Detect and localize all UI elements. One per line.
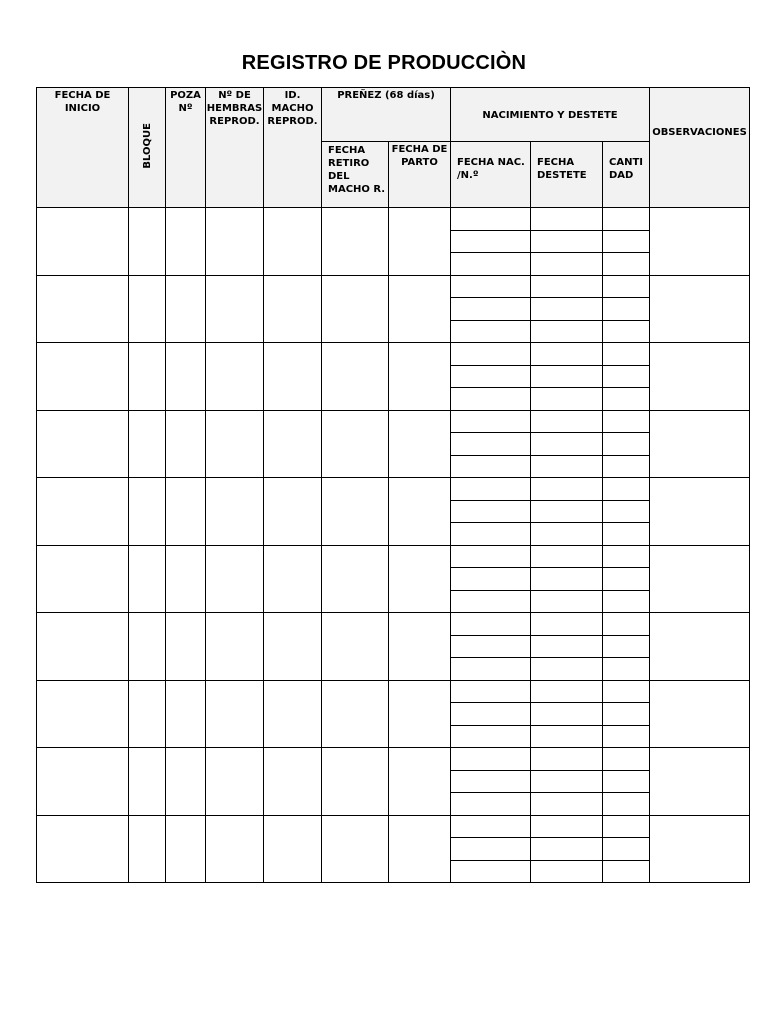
cell-id-macho[interactable] bbox=[264, 275, 322, 343]
cell-fecha-nac[interactable] bbox=[451, 478, 531, 501]
cell-fecha-destete[interactable] bbox=[531, 568, 603, 591]
cell-fecha-nac[interactable] bbox=[451, 635, 531, 658]
cell-poza[interactable] bbox=[166, 478, 206, 546]
cell-cantidad[interactable] bbox=[603, 725, 650, 748]
cell-fecha-destete[interactable] bbox=[531, 455, 603, 478]
cell-cantidad[interactable] bbox=[603, 478, 650, 501]
cell-bloque[interactable] bbox=[129, 613, 166, 681]
cell-fecha-retiro[interactable] bbox=[322, 208, 389, 276]
cell-poza[interactable] bbox=[166, 410, 206, 478]
cell-id-macho[interactable] bbox=[264, 748, 322, 816]
cell-cantidad[interactable] bbox=[603, 613, 650, 636]
cell-num-hembras[interactable] bbox=[206, 545, 264, 613]
cell-cantidad[interactable] bbox=[603, 230, 650, 253]
cell-cantidad[interactable] bbox=[603, 253, 650, 276]
cell-cantidad[interactable] bbox=[603, 545, 650, 568]
cell-fecha-nac[interactable] bbox=[451, 658, 531, 681]
cell-fecha-nac[interactable] bbox=[451, 410, 531, 433]
table-row bbox=[37, 680, 750, 703]
cell-bloque[interactable] bbox=[129, 478, 166, 546]
cell-fecha-nac[interactable] bbox=[451, 275, 531, 298]
cell-bloque[interactable] bbox=[129, 410, 166, 478]
cell-fecha-inicio[interactable] bbox=[37, 410, 129, 478]
cell-fecha-nac[interactable] bbox=[451, 680, 531, 703]
cell-fecha-destete[interactable] bbox=[531, 658, 603, 681]
cell-id-macho[interactable] bbox=[264, 680, 322, 748]
cell-fecha-destete[interactable] bbox=[531, 275, 603, 298]
cell-bloque[interactable] bbox=[129, 680, 166, 748]
cell-cantidad[interactable] bbox=[603, 455, 650, 478]
cell-fecha-nac[interactable] bbox=[451, 365, 531, 388]
cell-cantidad[interactable] bbox=[603, 388, 650, 411]
cell-fecha-destete[interactable] bbox=[531, 860, 603, 883]
cell-fecha-nac[interactable] bbox=[451, 455, 531, 478]
cell-num-hembras[interactable] bbox=[206, 748, 264, 816]
cell-fecha-destete[interactable] bbox=[531, 388, 603, 411]
cell-fecha-parto[interactable] bbox=[389, 545, 451, 613]
cell-fecha-destete[interactable] bbox=[531, 433, 603, 456]
cell-fecha-destete[interactable] bbox=[531, 478, 603, 501]
cell-num-hembras[interactable] bbox=[206, 613, 264, 681]
register-body bbox=[37, 208, 750, 883]
cell-cantidad[interactable] bbox=[603, 860, 650, 883]
cell-poza[interactable] bbox=[166, 613, 206, 681]
cell-observaciones[interactable] bbox=[650, 748, 750, 816]
header-fecha-retiro: FECHA RETIRO DEL MACHO R. bbox=[322, 142, 389, 208]
header-fecha-nac: FECHA NAC. /N.º bbox=[451, 142, 531, 208]
cell-fecha-destete[interactable] bbox=[531, 725, 603, 748]
cell-fecha-nac[interactable] bbox=[451, 590, 531, 613]
header-cantidad: CANTI DAD bbox=[603, 142, 650, 208]
cell-cantidad[interactable] bbox=[603, 365, 650, 388]
cell-fecha-destete[interactable] bbox=[531, 320, 603, 343]
cell-fecha-nac[interactable] bbox=[451, 523, 531, 546]
header-poza: POZA Nº bbox=[166, 88, 206, 208]
cell-cantidad[interactable] bbox=[603, 320, 650, 343]
cell-fecha-inicio[interactable] bbox=[37, 545, 129, 613]
cell-cantidad[interactable] bbox=[603, 410, 650, 433]
cell-cantidad[interactable] bbox=[603, 275, 650, 298]
page-title: REGISTRO DE PRODUCCIÒN bbox=[241, 52, 527, 74]
cell-fecha-retiro[interactable] bbox=[322, 343, 389, 411]
cell-observaciones[interactable] bbox=[650, 545, 750, 613]
cell-fecha-nac[interactable] bbox=[451, 388, 531, 411]
table-row bbox=[37, 275, 750, 298]
cell-poza[interactable] bbox=[166, 545, 206, 613]
table-row bbox=[37, 545, 750, 568]
cell-observaciones[interactable] bbox=[650, 275, 750, 343]
header-fecha-destete: FECHA DESTETE bbox=[531, 142, 603, 208]
cell-observaciones[interactable] bbox=[650, 680, 750, 748]
cell-fecha-destete[interactable] bbox=[531, 793, 603, 816]
table-row bbox=[37, 613, 750, 636]
cell-fecha-destete[interactable] bbox=[531, 545, 603, 568]
cell-fecha-parto[interactable] bbox=[389, 410, 451, 478]
cell-fecha-nac[interactable] bbox=[451, 343, 531, 366]
cell-cantidad[interactable] bbox=[603, 590, 650, 613]
cell-fecha-destete[interactable] bbox=[531, 635, 603, 658]
cell-bloque[interactable] bbox=[129, 343, 166, 411]
cell-fecha-nac[interactable] bbox=[451, 770, 531, 793]
cell-poza[interactable] bbox=[166, 680, 206, 748]
table-row bbox=[37, 815, 750, 838]
cell-fecha-nac[interactable] bbox=[451, 208, 531, 231]
cell-num-hembras[interactable] bbox=[206, 478, 264, 546]
cell-cantidad[interactable] bbox=[603, 838, 650, 861]
cell-id-macho[interactable] bbox=[264, 545, 322, 613]
header-prenez: PREÑEZ (68 días) bbox=[322, 88, 451, 142]
cell-fecha-parto[interactable] bbox=[389, 748, 451, 816]
cell-cantidad[interactable] bbox=[603, 568, 650, 591]
cell-cantidad[interactable] bbox=[603, 500, 650, 523]
cell-id-macho[interactable] bbox=[264, 478, 322, 546]
cell-fecha-nac[interactable] bbox=[451, 230, 531, 253]
cell-fecha-inicio[interactable] bbox=[37, 613, 129, 681]
cell-cantidad[interactable] bbox=[603, 815, 650, 838]
cell-id-macho[interactable] bbox=[264, 410, 322, 478]
cell-fecha-nac[interactable] bbox=[451, 320, 531, 343]
cell-fecha-inicio[interactable] bbox=[37, 208, 129, 276]
cell-fecha-nac[interactable] bbox=[451, 793, 531, 816]
cell-fecha-parto[interactable] bbox=[389, 815, 451, 883]
header-fecha-parto: FECHA DE PARTO bbox=[389, 142, 451, 208]
cell-fecha-inicio[interactable] bbox=[37, 478, 129, 546]
cell-fecha-retiro[interactable] bbox=[322, 680, 389, 748]
cell-fecha-destete[interactable] bbox=[531, 680, 603, 703]
cell-fecha-destete[interactable] bbox=[531, 230, 603, 253]
cell-fecha-destete[interactable] bbox=[531, 703, 603, 726]
cell-fecha-retiro[interactable] bbox=[322, 275, 389, 343]
table-row bbox=[37, 478, 750, 501]
cell-num-hembras[interactable] bbox=[206, 410, 264, 478]
cell-cantidad[interactable] bbox=[603, 703, 650, 726]
cell-fecha-inicio[interactable] bbox=[37, 343, 129, 411]
cell-id-macho[interactable] bbox=[264, 815, 322, 883]
cell-fecha-parto[interactable] bbox=[389, 613, 451, 681]
cell-fecha-destete[interactable] bbox=[531, 410, 603, 433]
cell-fecha-destete[interactable] bbox=[531, 523, 603, 546]
cell-fecha-nac[interactable] bbox=[451, 860, 531, 883]
cell-poza[interactable] bbox=[166, 275, 206, 343]
cell-fecha-nac[interactable] bbox=[451, 298, 531, 321]
cell-poza[interactable] bbox=[166, 815, 206, 883]
cell-id-macho[interactable] bbox=[264, 613, 322, 681]
cell-cantidad[interactable] bbox=[603, 680, 650, 703]
cell-fecha-inicio[interactable] bbox=[37, 748, 129, 816]
cell-bloque[interactable] bbox=[129, 815, 166, 883]
header-bloque bbox=[129, 88, 166, 208]
cell-poza[interactable] bbox=[166, 208, 206, 276]
cell-fecha-destete[interactable] bbox=[531, 613, 603, 636]
cell-observaciones[interactable] bbox=[650, 343, 750, 411]
table-row bbox=[37, 343, 750, 366]
header-num-hembras: Nº DE HEMBRAS REPROD. bbox=[206, 88, 264, 208]
production-register-table bbox=[36, 87, 750, 883]
cell-num-hembras[interactable] bbox=[206, 680, 264, 748]
cell-observaciones[interactable] bbox=[650, 613, 750, 681]
cell-fecha-destete[interactable] bbox=[531, 343, 603, 366]
cell-cantidad[interactable] bbox=[603, 433, 650, 456]
cell-num-hembras[interactable] bbox=[206, 815, 264, 883]
cell-fecha-nac[interactable] bbox=[451, 253, 531, 276]
cell-observaciones[interactable] bbox=[650, 478, 750, 546]
header-id-macho: ID. MACHO REPROD. bbox=[264, 88, 322, 208]
cell-fecha-nac[interactable] bbox=[451, 815, 531, 838]
cell-id-macho[interactable] bbox=[264, 208, 322, 276]
cell-fecha-nac[interactable] bbox=[451, 568, 531, 591]
cell-fecha-nac[interactable] bbox=[451, 703, 531, 726]
cell-observaciones[interactable] bbox=[650, 208, 750, 276]
cell-cantidad[interactable] bbox=[603, 635, 650, 658]
cell-bloque[interactable] bbox=[129, 208, 166, 276]
cell-fecha-destete[interactable] bbox=[531, 590, 603, 613]
header-nacimiento-destete: NACIMIENTO Y DESTETE bbox=[451, 88, 650, 142]
cell-cantidad[interactable] bbox=[603, 658, 650, 681]
cell-cantidad[interactable] bbox=[603, 770, 650, 793]
cell-observaciones[interactable] bbox=[650, 815, 750, 883]
cell-observaciones[interactable] bbox=[650, 410, 750, 478]
cell-fecha-destete[interactable] bbox=[531, 770, 603, 793]
cell-fecha-retiro[interactable] bbox=[322, 613, 389, 681]
cell-fecha-nac[interactable] bbox=[451, 545, 531, 568]
cell-poza[interactable] bbox=[166, 343, 206, 411]
cell-fecha-nac[interactable] bbox=[451, 748, 531, 771]
cell-fecha-nac[interactable] bbox=[451, 725, 531, 748]
cell-fecha-inicio[interactable] bbox=[37, 815, 129, 883]
cell-fecha-destete[interactable] bbox=[531, 208, 603, 231]
header-observaciones: OBSERVACIONES bbox=[650, 88, 750, 208]
cell-cantidad[interactable] bbox=[603, 793, 650, 816]
cell-fecha-retiro[interactable] bbox=[322, 478, 389, 546]
cell-fecha-nac[interactable] bbox=[451, 433, 531, 456]
cell-fecha-retiro[interactable] bbox=[322, 748, 389, 816]
cell-fecha-parto[interactable] bbox=[389, 208, 451, 276]
cell-cantidad[interactable] bbox=[603, 748, 650, 771]
cell-poza[interactable] bbox=[166, 748, 206, 816]
cell-num-hembras[interactable] bbox=[206, 208, 264, 276]
table-row bbox=[37, 410, 750, 433]
cell-cantidad[interactable] bbox=[603, 343, 650, 366]
cell-fecha-destete[interactable] bbox=[531, 815, 603, 838]
cell-fecha-nac[interactable] bbox=[451, 613, 531, 636]
cell-fecha-retiro[interactable] bbox=[322, 410, 389, 478]
cell-fecha-destete[interactable] bbox=[531, 365, 603, 388]
cell-fecha-nac[interactable] bbox=[451, 838, 531, 861]
cell-num-hembras[interactable] bbox=[206, 275, 264, 343]
cell-fecha-nac[interactable] bbox=[451, 500, 531, 523]
cell-fecha-destete[interactable] bbox=[531, 298, 603, 321]
cell-bloque[interactable] bbox=[129, 748, 166, 816]
cell-fecha-parto[interactable] bbox=[389, 275, 451, 343]
cell-fecha-parto[interactable] bbox=[389, 478, 451, 546]
cell-fecha-destete[interactable] bbox=[531, 253, 603, 276]
cell-id-macho[interactable] bbox=[264, 343, 322, 411]
table-row bbox=[37, 748, 750, 771]
cell-fecha-inicio[interactable] bbox=[37, 275, 129, 343]
header-fecha-inicio: FECHA DE INICIO bbox=[37, 88, 129, 208]
cell-fecha-destete[interactable] bbox=[531, 838, 603, 861]
cell-bloque[interactable] bbox=[129, 275, 166, 343]
cell-num-hembras[interactable] bbox=[206, 343, 264, 411]
cell-cantidad[interactable] bbox=[603, 298, 650, 321]
cell-bloque[interactable] bbox=[129, 545, 166, 613]
cell-fecha-destete[interactable] bbox=[531, 500, 603, 523]
table-row bbox=[37, 208, 750, 231]
header-bloque-label: BLOQUE bbox=[141, 123, 153, 169]
cell-cantidad[interactable] bbox=[603, 208, 650, 231]
cell-fecha-retiro[interactable] bbox=[322, 815, 389, 883]
cell-cantidad[interactable] bbox=[603, 523, 650, 546]
cell-fecha-retiro[interactable] bbox=[322, 545, 389, 613]
cell-fecha-parto[interactable] bbox=[389, 343, 451, 411]
cell-fecha-inicio[interactable] bbox=[37, 680, 129, 748]
cell-fecha-parto[interactable] bbox=[389, 680, 451, 748]
cell-fecha-destete[interactable] bbox=[531, 748, 603, 771]
